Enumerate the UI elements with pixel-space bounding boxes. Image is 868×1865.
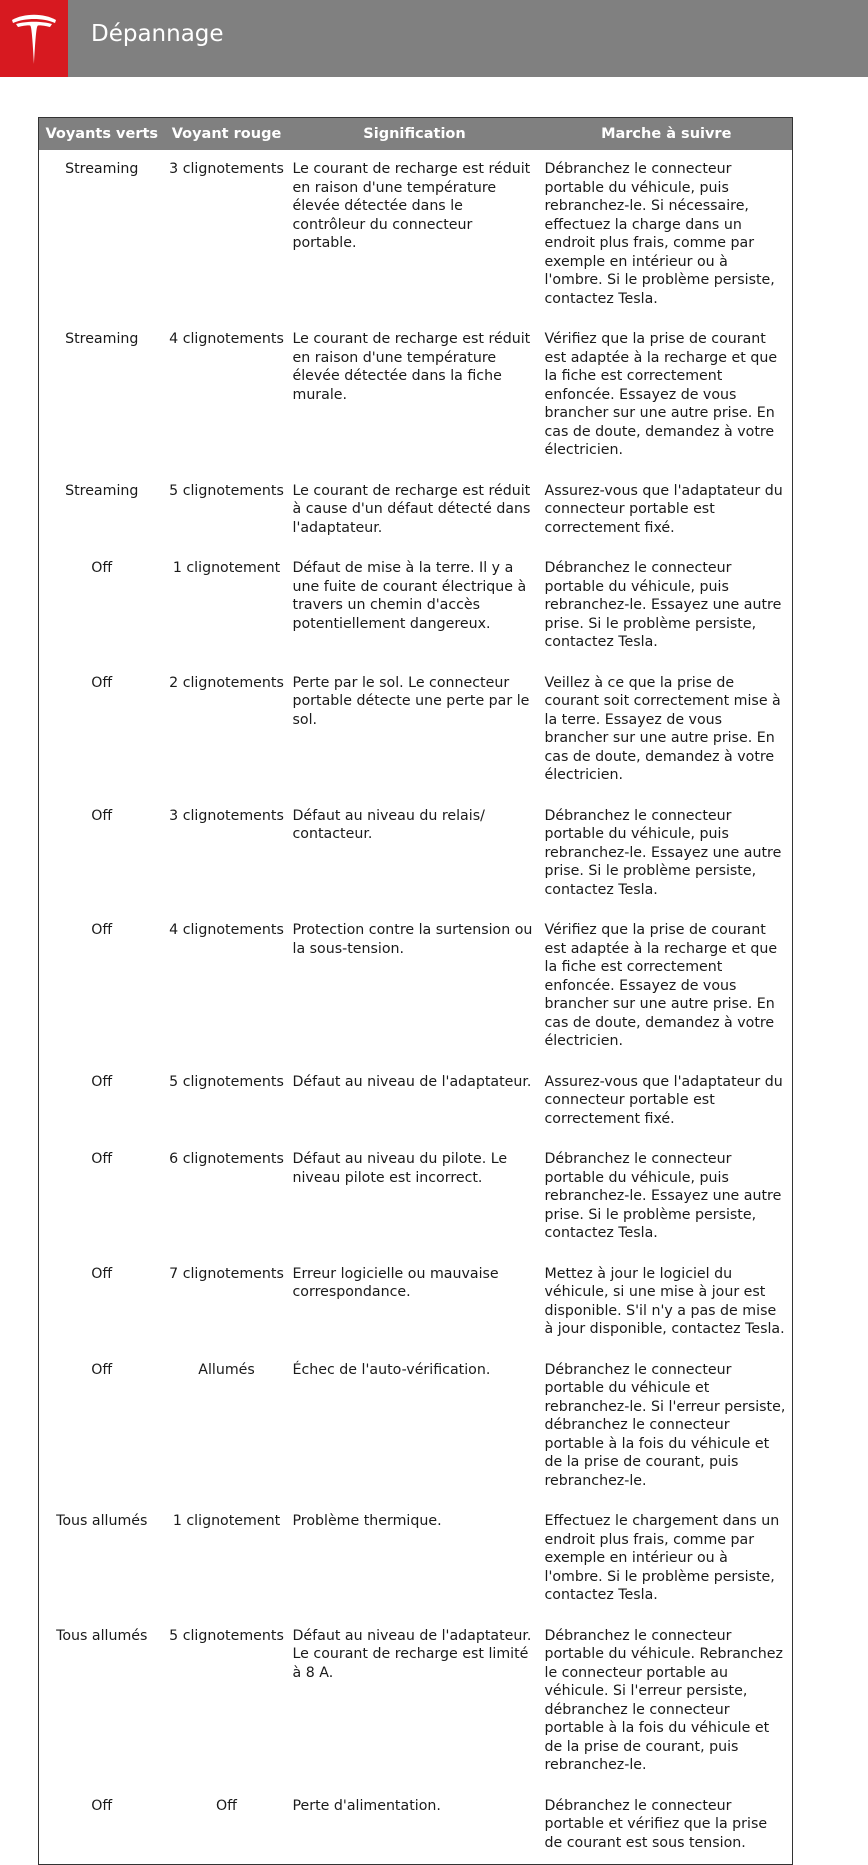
cell-red-light: 1 clignotement — [172, 560, 281, 576]
cell-green-lights: Off — [91, 922, 113, 938]
table-row — [39, 664, 793, 797]
cell-meaning: Problème thermique. — [292, 1513, 442, 1529]
cell-action: Vérifiez que la prise de courant est adaptée à la recharge et que la fiche est correctement enfoncée. Essayez de vous brancher sur une autre prise. En cas de doute, demandez à votre électricien. — [544, 331, 778, 458]
cell-meaning: Perte d'alimentation. — [292, 1797, 441, 1814]
cell-action: Débranchez le connecteur portable et vérifiez que la prise de courant est sous tension. — [544, 1797, 768, 1851]
table-row — [39, 472, 793, 550]
cell-meaning: Échec de l'auto-vérification. — [292, 1361, 491, 1378]
cell-action: Veillez à ce que la prise de courant soit correctement mise à la terre. Essayez de vous brancher sur une autre prise. En cas de doute, demandez à votre électricien. — [544, 674, 781, 783]
column-header-action: Marche à suivre — [541, 118, 793, 151]
table-row — [39, 1351, 793, 1503]
table-row — [39, 911, 793, 1063]
table-body — [39, 150, 793, 1865]
cell-red-light: 5 clignotements — [169, 1073, 284, 1090]
cell-red-light: 1 clignotement — [172, 1513, 281, 1529]
cell-red-light: 5 clignotements — [169, 1627, 284, 1644]
cell-green-lights: Streaming — [65, 331, 139, 347]
cell-action: Vérifiez que la prise de courant est adaptée à la recharge et que la fiche est correctement enfoncée. Essayez de vous brancher sur une autre prise. En cas de doute, demandez à votre électricien. — [544, 922, 778, 1049]
page-title: Dépannage — [91, 21, 224, 47]
table-row — [39, 1617, 793, 1787]
cell-meaning: Défaut de mise à la terre. Il y a une fuite de courant électrique à travers un chemin d'accès potentiellement dangereux. — [292, 560, 527, 632]
cell-red-light: Allumés — [198, 1361, 255, 1378]
cell-meaning: Défaut au niveau du relais/ contacteur. — [292, 807, 485, 842]
cell-green-lights: Off — [91, 1073, 113, 1090]
troubleshooting-table — [38, 117, 793, 1865]
cell-meaning: Perte par le sol. Le connecteur portable détecte une perte par le sol. — [292, 674, 530, 728]
cell-green-lights: Streaming — [65, 161, 139, 177]
cell-action: Débranchez le connecteur portable du véhicule, puis rebranchez-le. Essayez une autre prise. Si le problème persiste, contactez Tesla. — [544, 1151, 782, 1241]
cell-meaning: Le courant de recharge est réduit à cause d'un défaut détecté dans l'adaptateur. — [292, 482, 531, 536]
cell-meaning: Protection contre la surtension ou la sous-tension. — [292, 922, 533, 957]
cell-green-lights: Off — [91, 1265, 113, 1282]
cell-red-light: Off — [216, 1797, 237, 1814]
cell-green-lights: Off — [91, 1797, 113, 1814]
cell-meaning: Erreur logicielle ou mauvaise correspondance. — [292, 1265, 499, 1300]
cell-green-lights: Streaming — [65, 482, 139, 499]
table-row — [39, 150, 793, 320]
cell-action: Débranchez le connecteur portable du véhicule, puis rebranchez-le. Essayez une autre prise. Si le problème persiste, contactez Tesla. — [544, 807, 782, 898]
cell-action: Débranchez le connecteur portable du véhicule et rebranchez-le. Si l'erreur persiste, débranchez le connecteur portable à la fois du véhicule et de la prise de courant, puis rebranchez-le. — [544, 1361, 786, 1489]
cell-red-light: 3 clignotements — [169, 807, 284, 824]
table-row — [39, 549, 793, 664]
table-header — [39, 118, 793, 151]
cell-green-lights: Off — [91, 560, 113, 576]
cell-green-lights: Off — [91, 807, 113, 824]
cell-green-lights: Off — [91, 1361, 113, 1378]
cell-action: Débranchez le connecteur portable du véhicule, puis rebranchez-le. Essayez une autre prise. Si le problème persiste, contactez Tesla. — [544, 560, 782, 650]
tesla-logo-icon — [10, 14, 58, 64]
cell-action: Effectuez le chargement dans un endroit plus frais, comme par exemple en intérieur ou à l'ombre. Si le problème persiste, contactez Tesla. — [544, 1513, 780, 1603]
column-header-meaning: Signification — [289, 118, 541, 151]
cell-red-light: 4 clignotements — [169, 922, 284, 938]
cell-red-light: 2 clignotements — [169, 674, 284, 691]
page-header — [0, 0, 868, 77]
table-row — [39, 1255, 793, 1351]
cell-green-lights: Tous allumés — [56, 1513, 148, 1529]
column-header-red-light: Voyant rouge — [165, 118, 289, 151]
cell-action: Assurez-vous que l'adaptateur du connecteur portable est correctement fixé. — [544, 482, 783, 536]
cell-meaning: Le courant de recharge est réduit en raison d'une température élevée détectée dans la fiche murale. — [292, 331, 531, 403]
cell-red-light: 5 clignotements — [169, 482, 284, 499]
table-row — [39, 1063, 793, 1141]
cell-red-light: 6 clignotements — [169, 1151, 284, 1167]
column-header-green-lights: Voyants verts — [39, 118, 165, 151]
cell-action: Assurez-vous que l'adaptateur du connecteur portable est correctement fixé. — [544, 1073, 783, 1127]
cell-meaning: Défaut au niveau de l'adaptateur. — [292, 1073, 532, 1090]
cell-green-lights: Off — [91, 674, 113, 691]
cell-action: Débranchez le connecteur portable du véhicule, puis rebranchez-le. Si nécessaire, effectuez la charge dans un endroit plus frais, comme par exemple en intérieur ou à l'ombre. Si le problème persiste, contactez Tesla. — [544, 161, 775, 307]
cell-action: Mettez à jour le logiciel du véhicule, si une mise à jour est disponible. S'il n'y a pas de mise à jour disponible, contactez Tesla. — [544, 1265, 785, 1337]
cell-green-lights: Tous allumés — [56, 1627, 148, 1644]
cell-meaning: Défaut au niveau de l'adaptateur. Le courant de recharge est limité à 8 A. — [292, 1627, 532, 1681]
cell-green-lights: Off — [91, 1151, 113, 1167]
table-row — [39, 1502, 793, 1617]
cell-meaning: Le courant de recharge est réduit en raison d'une température élevée détectée dans le contrôleur du connecteur portable. — [292, 161, 531, 251]
table-row — [39, 1140, 793, 1255]
table-row — [39, 1787, 793, 1865]
brand-logo — [0, 0, 68, 77]
cell-red-light: 7 clignotements — [169, 1265, 284, 1282]
cell-meaning: Défaut au niveau du pilote. Le niveau pilote est incorrect. — [292, 1151, 508, 1186]
cell-red-light: 4 clignotements — [169, 331, 284, 347]
table-row — [39, 320, 793, 472]
table-row — [39, 797, 793, 912]
cell-red-light: 3 clignotements — [169, 161, 284, 177]
cell-action: Débranchez le connecteur portable du véhicule. Rebranchez le connecteur portable au véhicule. Si l'erreur persiste, débranchez le connecteur portable à la fois du véhicule et de la prise de courant, puis rebranchez-le. — [544, 1627, 783, 1773]
